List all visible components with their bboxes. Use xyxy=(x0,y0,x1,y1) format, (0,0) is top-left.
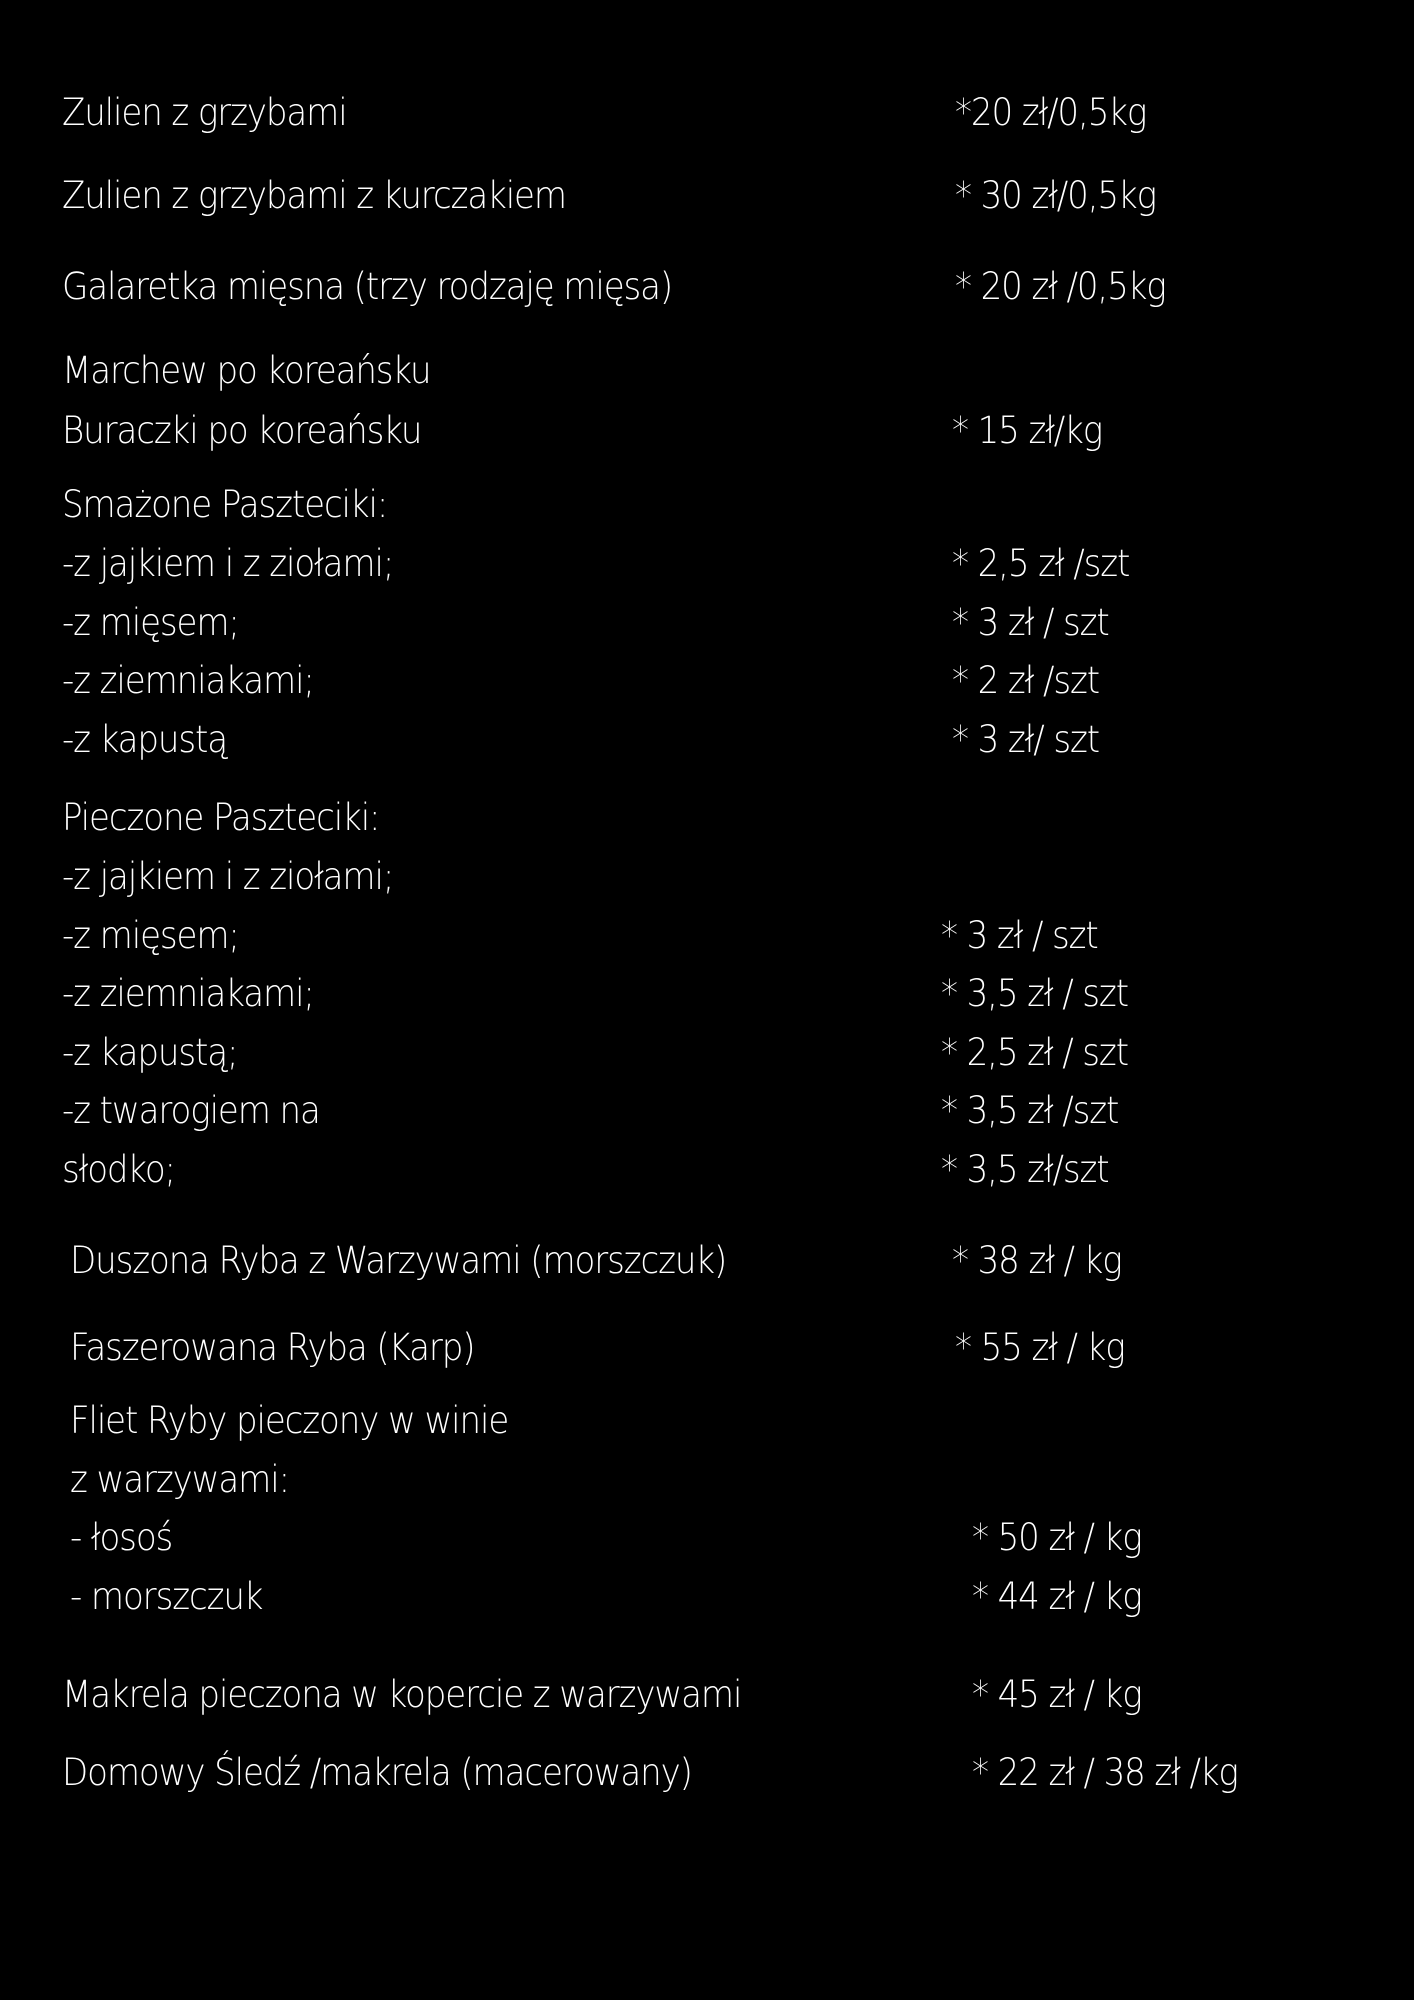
menu-item-name: -z ziemniakami; xyxy=(62,659,314,702)
menu-item-name: -z kapustą; xyxy=(62,1031,238,1074)
section-heading-baked-pies: Pieczone Paszteciki: xyxy=(62,796,380,839)
menu-item-price: * 3,5 zł/szt xyxy=(941,1148,1109,1191)
menu-item-name: Faszerowana Ryba (Karp) xyxy=(70,1326,475,1369)
menu-item-name: słodko; xyxy=(62,1148,175,1191)
menu-item-name: -z ziemniakami; xyxy=(62,972,314,1015)
menu-item-price: * 45 zł / kg xyxy=(972,1673,1142,1716)
section-heading-fillet: Fliet Ryby pieczony w winie xyxy=(70,1399,509,1442)
menu-item-price: * 2 zł /szt xyxy=(952,659,1099,702)
section-heading-fillet-cont: z warzywami: xyxy=(70,1458,289,1501)
menu-item-price: *20 zł/0,5kg xyxy=(955,91,1147,134)
menu-item-name: Marchew po koreańsku xyxy=(62,349,431,392)
menu-item-price: * 44 zł / kg xyxy=(972,1575,1142,1618)
menu-item-name: - łosoś xyxy=(70,1516,173,1559)
menu-item-price: * 38 zł / kg xyxy=(952,1239,1122,1282)
menu-item-name: -z mięsem; xyxy=(62,914,239,957)
menu-item-name: Galaretka mięsna (trzy rodzaję mięsa) xyxy=(62,265,673,308)
menu-item-price: * 22 zł / 38 zł /kg xyxy=(972,1751,1238,1794)
menu-item-name: - morszczuk xyxy=(70,1575,263,1618)
menu-item-name: Makrela pieczona w kopercie z warzywami xyxy=(62,1673,742,1716)
menu-item-price: * 2,5 zł / szt xyxy=(941,1031,1128,1074)
menu-item-name: Zulien z grzybami xyxy=(62,91,347,134)
menu-item-price: * 3 zł/ szt xyxy=(952,718,1099,761)
menu-item-price: * 3 zł / szt xyxy=(941,914,1098,957)
menu-item-name: Zulien z grzybami z kurczakiem xyxy=(62,174,566,217)
menu-item-price: * 55 zł / kg xyxy=(955,1326,1125,1369)
menu-item-price: * 2,5 zł /szt xyxy=(952,542,1130,585)
menu-item-name: -z twarogiem na xyxy=(62,1089,320,1132)
menu-item-name: Domowy Śledź /makrela (macerowany) xyxy=(62,1751,692,1794)
menu-item-name: -z jajkiem i z ziołami; xyxy=(62,855,394,898)
menu-item-name: Buraczki po koreańsku xyxy=(62,409,422,452)
menu-item-price: * 3,5 zł /szt xyxy=(941,1089,1119,1132)
menu-item-name: -z kapustą xyxy=(62,718,228,761)
menu-item-price: * 20 zł /0,5kg xyxy=(955,265,1166,308)
menu-item-name: -z jajkiem i z ziołami; xyxy=(62,542,394,585)
menu-item-name: -z mięsem; xyxy=(62,601,239,644)
section-heading-fried-pies: Smażone Paszteciki: xyxy=(62,483,388,526)
menu-item-price: * 15 zł/kg xyxy=(952,409,1103,452)
menu-item-price: * 3 zł / szt xyxy=(952,601,1109,644)
menu-item-name: Duszona Ryba z Warzywami (morszczuk) xyxy=(70,1239,727,1282)
menu-item-price: * 50 zł / kg xyxy=(972,1516,1142,1559)
menu-item-price: * 3,5 zł / szt xyxy=(941,972,1128,1015)
menu-item-price: * 30 zł/0,5kg xyxy=(955,174,1156,217)
